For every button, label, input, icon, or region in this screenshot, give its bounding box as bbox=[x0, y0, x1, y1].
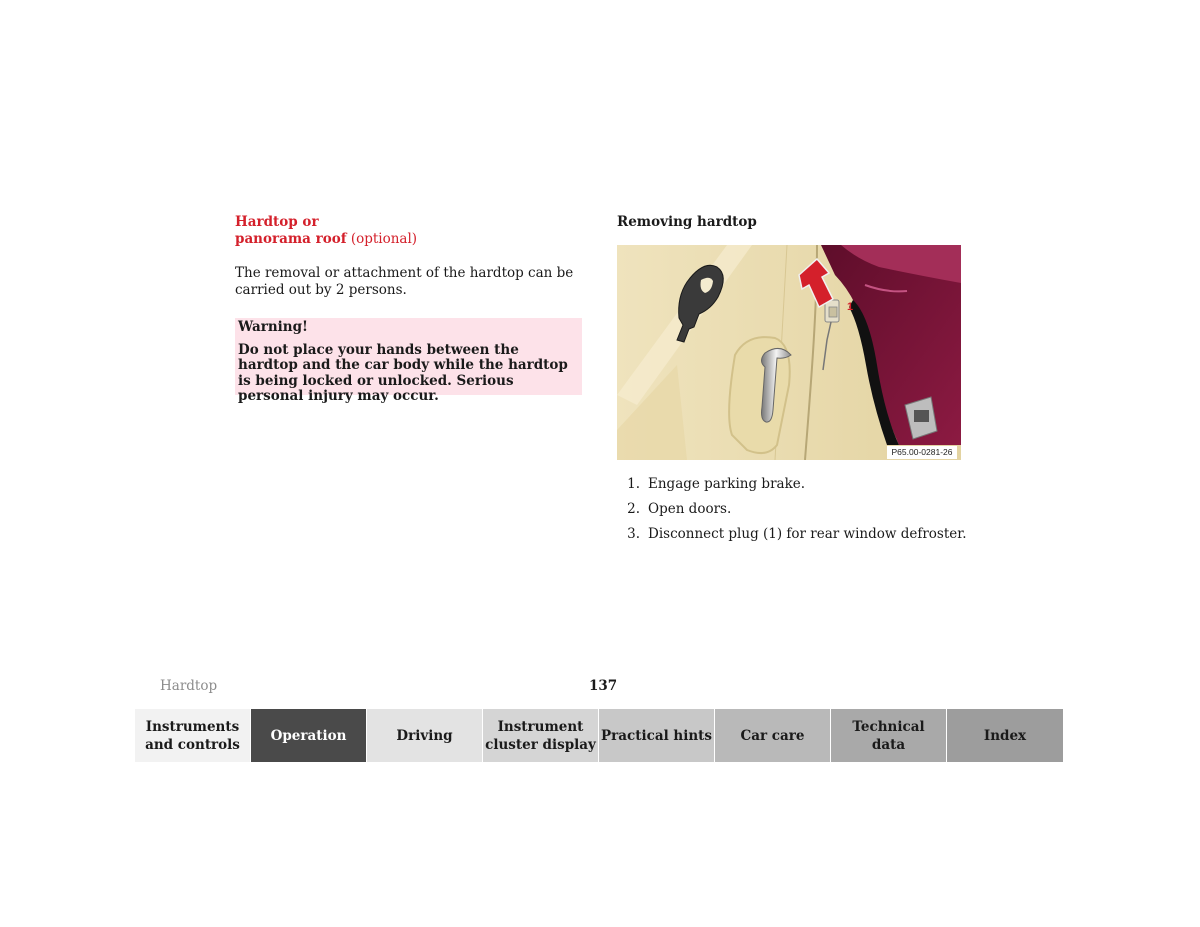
step-number: 3. bbox=[627, 526, 640, 542]
striker-slot bbox=[914, 410, 929, 422]
step-item bbox=[617, 501, 997, 526]
tab-instruments-and-controls[interactable] bbox=[135, 709, 251, 762]
tab-technical-data[interactable] bbox=[831, 709, 947, 762]
warning-title: Warning! bbox=[238, 319, 308, 335]
tab-label: Car care bbox=[740, 727, 805, 744]
figure-caption: P65.00-0281-26 bbox=[887, 446, 957, 459]
tab-label: Technical data bbox=[852, 718, 925, 753]
footer-section-name: Hardtop bbox=[160, 678, 218, 694]
tab-index[interactable] bbox=[947, 709, 1063, 762]
chapter-nav-bar bbox=[135, 709, 1063, 762]
illustration-drawing bbox=[617, 245, 961, 460]
step-item bbox=[617, 476, 997, 501]
removing-hardtop-heading: Removing hardtop bbox=[617, 214, 757, 230]
steps-list bbox=[617, 476, 997, 551]
tab-car-care[interactable] bbox=[715, 709, 831, 762]
callout-number: 1 bbox=[847, 301, 854, 313]
tab-label: Driving bbox=[396, 727, 453, 744]
tab-label: Practical hints bbox=[601, 727, 712, 744]
tab-operation[interactable] bbox=[251, 709, 367, 762]
warning-box bbox=[235, 318, 582, 404]
title-line-1: Hardtop or bbox=[235, 214, 319, 230]
plug-socket bbox=[829, 307, 837, 317]
hardtop-latch-illustration bbox=[617, 245, 961, 460]
tab-label: Operation bbox=[270, 727, 347, 744]
section-title bbox=[235, 214, 595, 248]
tab-instrument-cluster-display[interactable] bbox=[483, 709, 599, 762]
page-number: 137 bbox=[589, 678, 618, 694]
tab-label: Instrument cluster display bbox=[485, 718, 596, 753]
intro-paragraph: The removal or attachment of the hardtop can be carried out by 2 persons. bbox=[235, 265, 574, 298]
tab-label: Instruments and controls bbox=[145, 718, 240, 753]
tab-driving[interactable] bbox=[367, 709, 483, 762]
tab-practical-hints[interactable] bbox=[599, 709, 715, 762]
step-number: 1. bbox=[627, 476, 640, 492]
step-text: Disconnect plug (1) for rear window defroster. bbox=[648, 526, 967, 542]
title-optional: (optional) bbox=[350, 231, 418, 247]
tab-label: Index bbox=[983, 727, 1027, 744]
step-text: Engage parking brake. bbox=[648, 476, 806, 492]
step-text: Open doors. bbox=[648, 501, 732, 517]
warning-text: Do not place your hands between the hardtop and the car body while the hardtop is being locked or unlocked. Serious personal injury may occur. bbox=[238, 341, 568, 404]
title-line-2: panorama roof bbox=[235, 231, 347, 247]
step-number: 2. bbox=[627, 501, 640, 517]
step-item bbox=[617, 526, 997, 551]
